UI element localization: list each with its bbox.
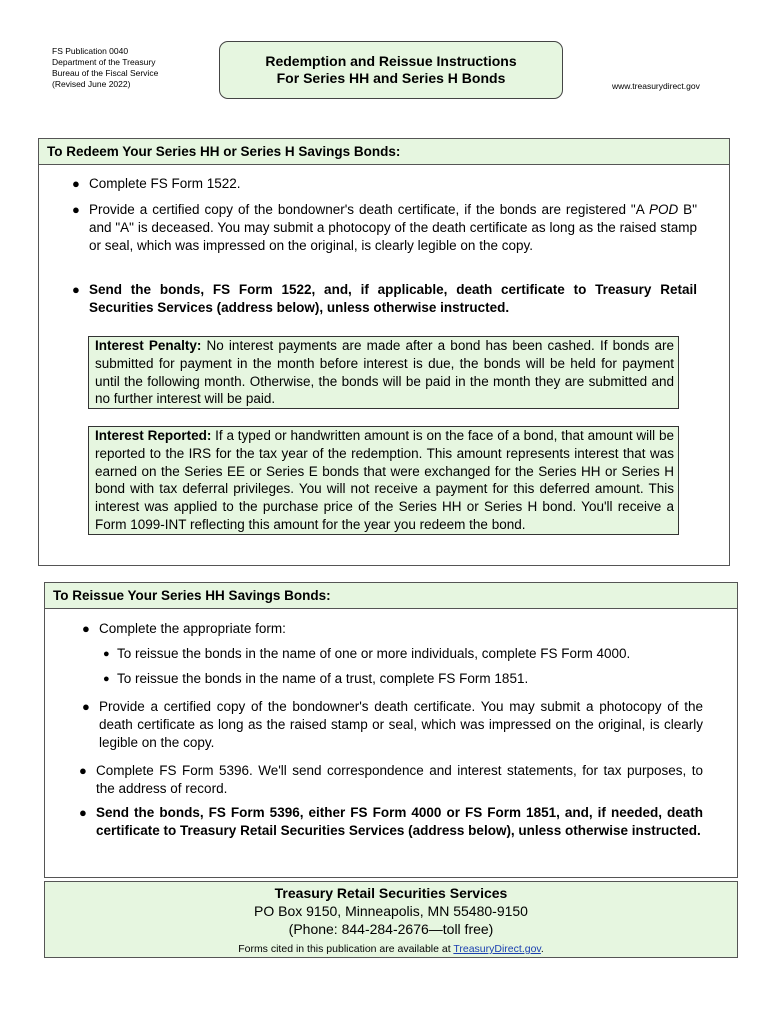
title-line-1: Redemption and Reissue Instructions	[265, 53, 517, 69]
pub-bureau: Bureau of the Fiscal Service	[52, 68, 159, 78]
reissue-bullet-2	[82, 698, 703, 752]
redeem-bullet-2-text-b: B" and "A" is deceased. You may submit a photocopy of the death certificate as long as the raised stamp or seal, which was impressed on the original, is clearly legible on the copy.	[89, 202, 697, 253]
bullet-icon: ●	[72, 282, 80, 297]
address-po-box: PO Box 9150, Minneapolis, MN 55480-9150	[254, 903, 528, 919]
mailing-address-box	[44, 881, 738, 958]
redeem-bullet-2-text-a: Provide a certified copy of the bondowner's death certificate, if the bonds are registered "A	[89, 202, 649, 217]
reissue-bullet-4	[79, 804, 703, 840]
reissue-section	[44, 582, 738, 878]
bullet-icon: ●	[72, 202, 80, 217]
interest-penalty-text: No interest payments are made after a bond has been cashed. If bonds are submitted for payment in the month before interest is due, the bonds will be held for payment until the following month. Otherwise, the bonds will be paid in the month they are submitted and no further interest will be paid.	[95, 338, 674, 407]
pub-department: Department of the Treasury	[52, 57, 156, 67]
reissue-bullet-2-text: Provide a certified copy of the bondowner's death certificate. You may submit a photocopy of the death certificate as long as the raised stamp or seal, which was impressed on the original, is clearly legible on the copy.	[99, 699, 703, 750]
pod-term: POD	[648, 202, 679, 217]
forms-availability-note	[45, 941, 737, 957]
bullet-icon: ●	[82, 699, 90, 714]
website-url: www.treasurydirect.gov	[612, 81, 700, 91]
treasurydirect-link[interactable]: TreasuryDirect.gov	[453, 943, 541, 955]
reissue-bullet-3	[79, 762, 703, 798]
pub-number: FS Publication 0040	[52, 46, 129, 56]
reissue-bullet-1	[82, 620, 699, 638]
redeem-bullet-1-text: Complete FS Form 1522.	[89, 176, 241, 191]
pub-revision: (Revised June 2022)	[52, 79, 131, 89]
reissue-sub-bullet-1	[103, 645, 697, 663]
interest-penalty-box	[88, 336, 679, 409]
interest-reported-text: If a typed or handwritten amount is on the face of a bond, that amount will be reported to the IRS for the tax year of the redemption. This amount represents interest that was earned on the Series EE or Series E bonds that were exchanged for the Series HH or Series H bond with tax deferral privileges. You will not receive a payment for this deferred amount. This interest was applied to the purchase price of the Series HH or Series H bond. You'll receive a Form 1099-INT reflecting this amount for the year you redeem the bond.	[95, 428, 674, 532]
bullet-icon: ●	[103, 673, 110, 685]
reissue-bullet-4-text: Send the bonds, FS Form 5396, either FS Form 4000 or FS Form 1851, and, if needed, death certificate to Treasury Retail Securities Services (address below), unless otherwise instructed.	[96, 805, 703, 838]
interest-reported-label: Interest Reported:	[95, 428, 212, 443]
reissue-sub-bullet-2-text: To reissue the bonds in the name of a trust, complete FS Form 1851.	[117, 671, 529, 686]
reissue-bullet-1-text: Complete the appropriate form:	[99, 621, 286, 636]
bullet-icon: ●	[79, 763, 87, 778]
redeem-bullet-1	[72, 175, 697, 193]
redeem-heading: To Redeem Your Series HH or Series H Savings Bonds:	[39, 139, 729, 165]
forms-note-period: .	[540, 943, 544, 955]
reissue-heading: To Reissue Your Series HH Savings Bonds:	[45, 583, 737, 609]
redeem-bullet-2	[72, 201, 697, 255]
page-title	[219, 41, 563, 99]
redeem-bullet-3-text: Send the bonds, FS Form 1522, and, if applicable, death certificate to Treasury Retail Securities Services (address below), unless otherwise instructed.	[89, 282, 697, 315]
address-title: Treasury Retail Securities Services	[274, 885, 508, 901]
title-line-2: For Series HH and Series H Bonds	[276, 70, 506, 86]
address-phone: (Phone: 844-284-2676—toll free)	[288, 921, 494, 937]
redeem-bullet-3	[72, 281, 697, 317]
reissue-sub-bullet-2	[103, 670, 697, 688]
publication-info	[52, 46, 158, 90]
reissue-sub-bullet-1-text: To reissue the bonds in the name of one or more individuals, complete FS Form 4000.	[117, 646, 631, 661]
interest-penalty-label: Interest Penalty:	[95, 338, 202, 353]
redeem-section	[38, 138, 730, 566]
bullet-icon: ●	[72, 176, 80, 191]
bullet-icon: ●	[82, 621, 90, 636]
forms-note-text: Forms cited in this publication are available at	[238, 943, 454, 955]
reissue-bullet-3-text: Complete FS Form 5396. We'll send correspondence and interest statements, for tax purposes, to the address of record.	[96, 763, 703, 796]
bullet-icon: ●	[79, 805, 87, 820]
interest-reported-box	[88, 426, 679, 535]
bullet-icon: ●	[103, 648, 110, 660]
